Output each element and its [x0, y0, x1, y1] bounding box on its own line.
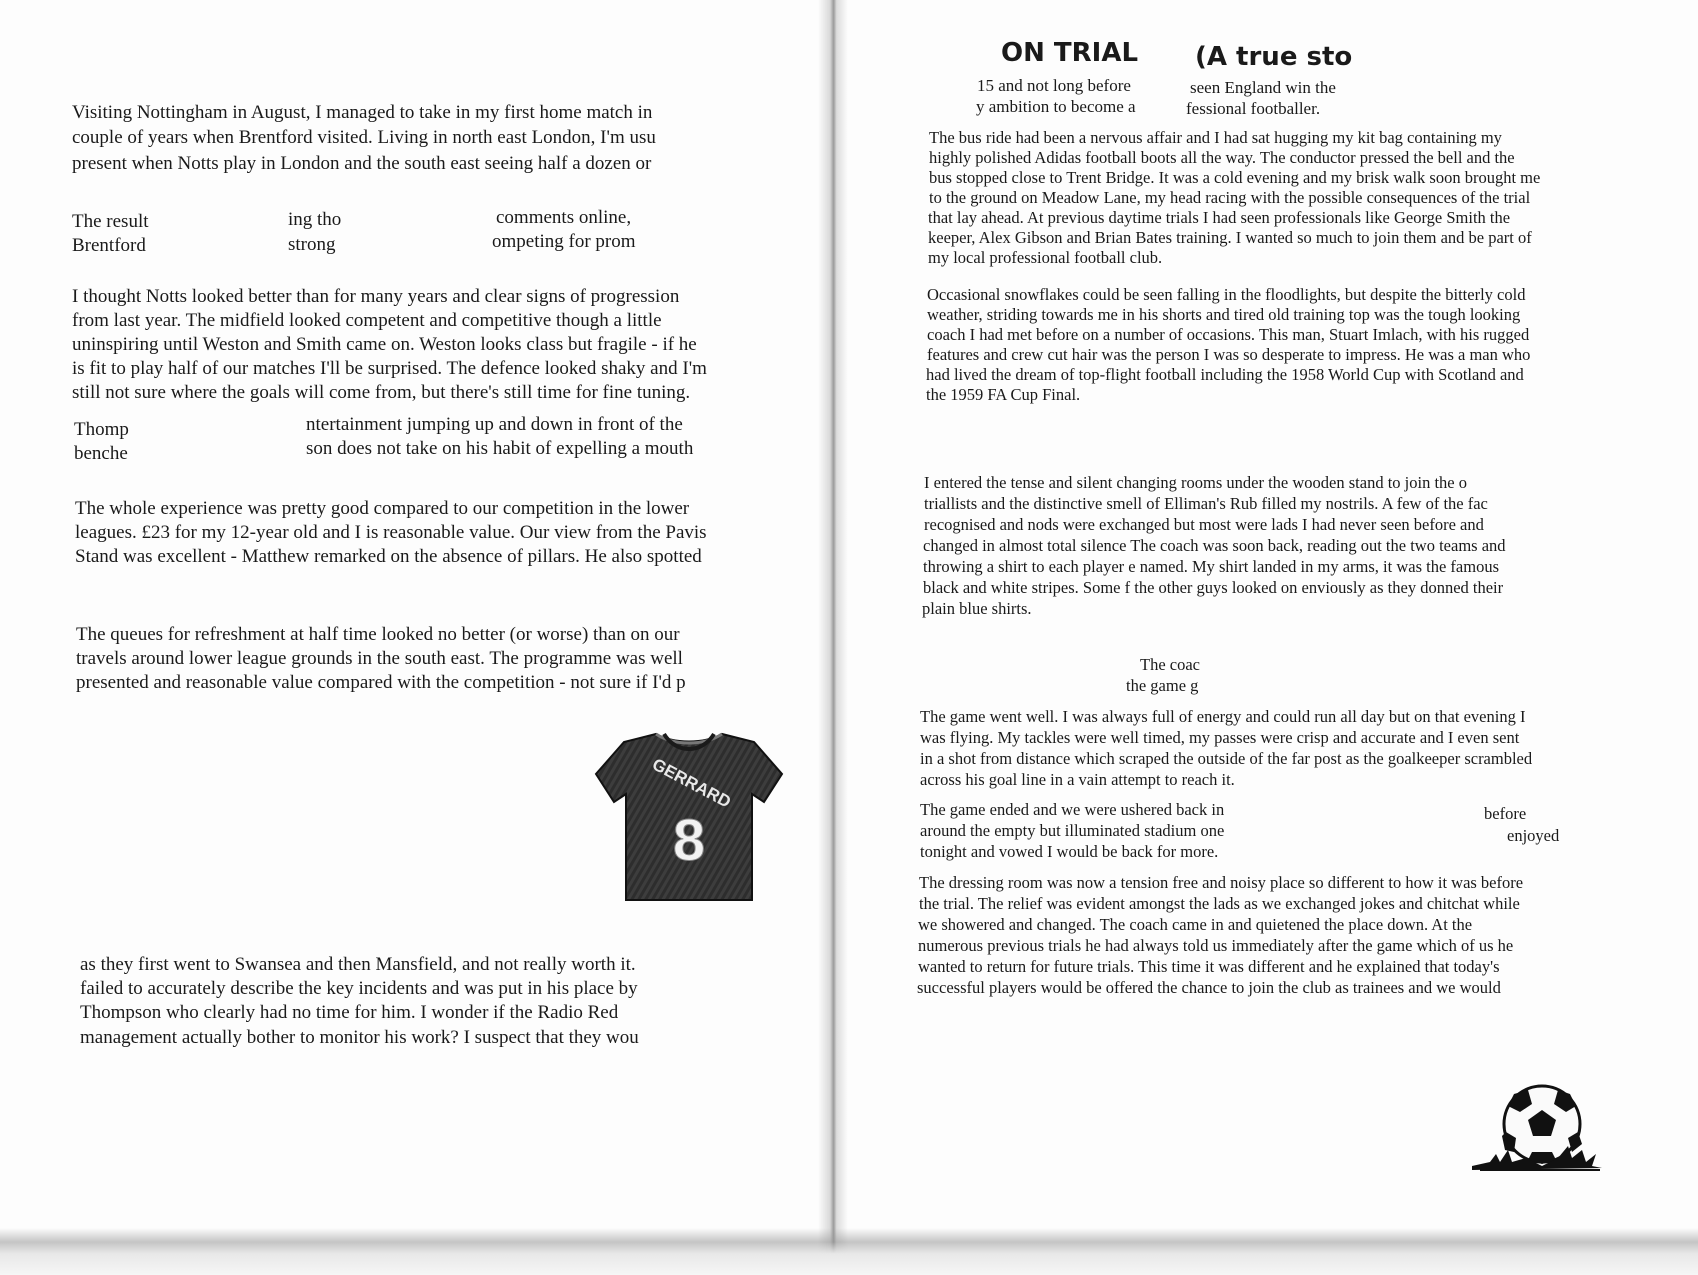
text-line: 15 and not long before — [977, 76, 1131, 95]
text-line: Occasional snowflakes could be seen falling in the floodlights, but despite the bitterly cold — [927, 285, 1526, 304]
text-line: weather, striding towards me in his shorts and tired old training top was the tough looking — [927, 305, 1521, 324]
text-line: The dressing room was now a tension free and noisy place so different to how it was before — [919, 873, 1524, 892]
text-line: Visiting Nottingham in August, I managed to take in my first home match in — [72, 102, 653, 123]
text-line: across his goal line in a vain attempt to reach it. — [920, 770, 1235, 789]
text-line: wanted to return for future trials. This time it was different and he explained that today's — [918, 957, 1500, 976]
text-line: coach I had met before on a number of occasions. This man, Stuart Imlach, with his rugged — [927, 325, 1530, 344]
text-line: strong — [288, 234, 336, 255]
text-line: the 1959 FA Cup Final. — [926, 385, 1081, 404]
football-shirt-icon — [594, 728, 784, 904]
text-line: had lived the dream of top-flight football including the 1958 World Cup with Scotland and — [926, 365, 1524, 384]
text-line: features and crew cut hair was the person I was so desperate to impress. He was a man who — [927, 345, 1531, 364]
text-line: my local professional football club. — [928, 248, 1163, 267]
text-line: the game g — [1126, 676, 1199, 695]
text-line: Thomp — [74, 419, 129, 440]
text-line: is fit to play half of our matches I'll be surprised. The defence looked shaky and I'm — [72, 358, 707, 379]
text-line: y ambition to become a — [976, 97, 1136, 116]
text-line: son does not take on his habit of expelling a mouth — [306, 438, 694, 459]
text-line: The game ended and we were ushered back in — [920, 800, 1225, 819]
shirt-number: 8 — [672, 808, 706, 873]
text-line: travels around lower league grounds in the south east. The programme was well — [76, 648, 683, 669]
text-line: black and white stripes. Some f the other guys looked on enviously as they donned their — [923, 578, 1504, 597]
text-line: numerous previous trials he had always told us immediately after the game which of us he — [918, 936, 1514, 955]
text-line: The bus ride had been a nervous affair and I had sat hugging my kit bag containing my — [929, 128, 1502, 147]
text-line: triallists and the distinctive smell of Elliman's Rub filled my nostrils. A few of the fac — [924, 494, 1488, 513]
text-line: recognised and nods were exchanged but most were lads I had never seen before and — [924, 515, 1484, 534]
text-line: we showered and changed. The coach came in and quietened the place down. At the — [918, 915, 1473, 934]
text-line: around the empty but illuminated stadium one — [920, 821, 1225, 840]
text-line: seen England win the — [1190, 78, 1336, 97]
text-line: leagues. £23 for my 12-year old and I is reasonable value. Our view from the Pavis — [75, 522, 707, 543]
text-line: bus stopped close to Trent Bridge. It was a cold evening and my brisk walk soon brought me — [929, 168, 1541, 187]
title-part-2: (A true sto — [1195, 42, 1353, 72]
text-line: The game went well. I was always full of energy and could run all day but on that evening I — [920, 707, 1526, 726]
text-line: Stand was excellent - Matthew remarked on the absence of pillars. He also spotted — [75, 546, 702, 567]
text-line: management actually bother to monitor his work? I suspect that they wou — [80, 1027, 639, 1048]
text-line: uninspiring until Weston and Smith came on. Weston looks class but fragile - if he — [72, 334, 697, 355]
football-icon — [1472, 1080, 1602, 1180]
text-line: to the ground on Meadow Lane, my head racing with the possible consequences of the trial — [929, 188, 1531, 207]
text-line: still not sure where the goals will come from, but there's still time for fine tuning. — [72, 382, 691, 403]
text-line: as they first went to Swansea and then Mansfield, and not really worth it. — [80, 954, 636, 975]
text-line: The result — [72, 211, 149, 232]
text-line: ompeting for prom — [492, 231, 636, 252]
text-line: The whole experience was pretty good compared to our competition in the lower — [75, 498, 690, 519]
text-line: that lay ahead. At previous daytime trials I had seen professionals like George Smith the — [928, 208, 1511, 227]
text-line: ing tho — [288, 209, 342, 230]
text-line: was flying. My tackles were well timed, my passes were crisp and accurate and I even sent — [920, 728, 1520, 747]
text-line: ntertainment jumping up and down in front of the — [306, 414, 683, 435]
text-line: present when Notts play in London and the south east seeing half a dozen or — [72, 153, 652, 174]
text-line: The coac — [1140, 655, 1200, 674]
text-line: plain blue shirts. — [922, 599, 1032, 618]
text-line: enjoyed — [1507, 826, 1560, 845]
text-line: Thompson who clearly had no time for him. I wonder if the Radio Red — [80, 1002, 619, 1023]
text-line: Brentford — [72, 235, 146, 256]
text-line: from last year. The midfield looked competent and competitive though a little — [72, 310, 662, 331]
text-line: I entered the tense and silent changing rooms under the wooden stand to join the o — [924, 473, 1467, 492]
text-line: highly polished Adidas football boots all the way. The conductor pressed the bell and the — [929, 148, 1515, 167]
text-line: The queues for refreshment at half time looked no better (or worse) than on our — [76, 624, 680, 645]
text-line: the trial. The relief was evident amongst the lads as we exchanged jokes and chitchat while — [919, 894, 1520, 913]
text-line: comments online, — [496, 207, 632, 228]
title-part-1: ON TRIAL — [1001, 38, 1139, 68]
page-bottom-shadow — [0, 1228, 1698, 1275]
text-line: couple of years when Brentford visited. Living in north east London, I'm usu — [72, 127, 656, 148]
text-line: successful players would be offered the chance to join the club as trainees and we would — [917, 978, 1501, 997]
text-line: tonight and vowed I would be back for more. — [920, 842, 1219, 861]
text-line: presented and reasonable value compared with the competition - not sure if I'd p — [76, 672, 686, 693]
text-line: keeper, Alex Gibson and Brian Bates training. I wanted so much to join them and be part of — [928, 228, 1532, 247]
text-line: I thought Notts looked better than for many years and clear signs of progression — [72, 286, 680, 307]
text-line: throwing a shirt to each player e named. My shirt landed in my arms, it was the famous — [923, 557, 1499, 576]
text-line: changed in almost total silence The coach was soon back, reading out the two teams and — [923, 536, 1506, 555]
text-line: fessional footballer. — [1186, 99, 1321, 118]
text-line: failed to accurately describe the key incidents and was put in his place by — [80, 978, 638, 999]
text-line: in a shot from distance which scraped the outside of the far post as the goalkeeper scrambled — [920, 749, 1533, 768]
shirt-player-name: GERRARD — [649, 754, 734, 812]
text-line: before — [1484, 804, 1527, 823]
text-line: benche — [74, 443, 128, 464]
book-spine — [818, 0, 848, 1275]
